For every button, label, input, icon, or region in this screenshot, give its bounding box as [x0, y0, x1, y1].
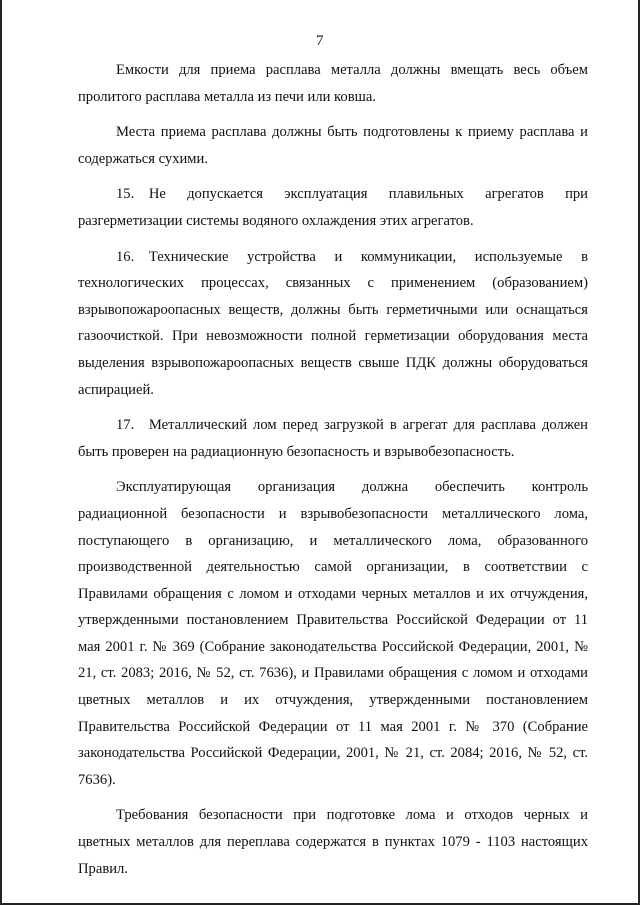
document-body — [78, 57, 588, 882]
page-number: 7 — [316, 33, 324, 49]
paragraph-receiving-capacity: Емкости для приема расплава металла должны вмещать весь объем пролитого расплава металла из печи или ковша. — [78, 62, 588, 105]
paragraph-item-16: 16. Технические устройства и коммуникации, используемые в технологических процессах, связанных с применением (образованием) взрывопожароопасных веществ, должны быть герметичными или оснащаться газоочисткой. При невозможности полной герметизации оборудования места выделения взрывопожароопасных веществ свыше ПДК должны оборудоваться аспирацией. — [78, 248, 588, 398]
paragraph-safety-requirements: Требования безопасности при подготовке лома и отходов черных и цветных металлов для переплава содержатся в пунктах 1079 - 1103 настоящих Правил. — [78, 807, 588, 877]
paragraph-scrap-control: Эксплуатирующая организация должна обеспечить контроль радиационной безопасности и взрывобезопасности металлического лома, поступающего в организацию, и металлического лома, образованного производственной деятельностью самой организации, в соответствии с Правилами обращения с ломом и отходами черных металлов и их отчуждения, утвержденными постановлением Правительства Российской Федерации от 11 мая 2001 г. № 369 (Собрание законодательства Российской Федерации, 2001, № 21, ст. 2083; 2016, № 52, ст. 7636), и Правилами обращения с ломом и отходами цветных металлов и их отчуждения, утвержденными постановлением Правительства Российской Федерации от 11 мая 2001 г. № 370 (Собрание законодательства Российской Федерации, 2001, № 21, ст. 2084; 2016, № 52, ст. 7636). — [78, 479, 588, 788]
paragraph-item-15: 15. Не допускается эксплуатация плавильных агрегатов при разгерметизации системы водяного охлаждения этих агрегатов. — [78, 186, 588, 229]
paragraph-receiving-places: Места приема расплава должны быть подготовлены к приему расплава и содержаться сухими. — [78, 124, 588, 167]
paragraph-item-17: 17. Металлический лом перед загрузкой в агрегат для расплава должен быть проверен на радиационную безопасность и взрывобезопасность. — [78, 417, 588, 460]
